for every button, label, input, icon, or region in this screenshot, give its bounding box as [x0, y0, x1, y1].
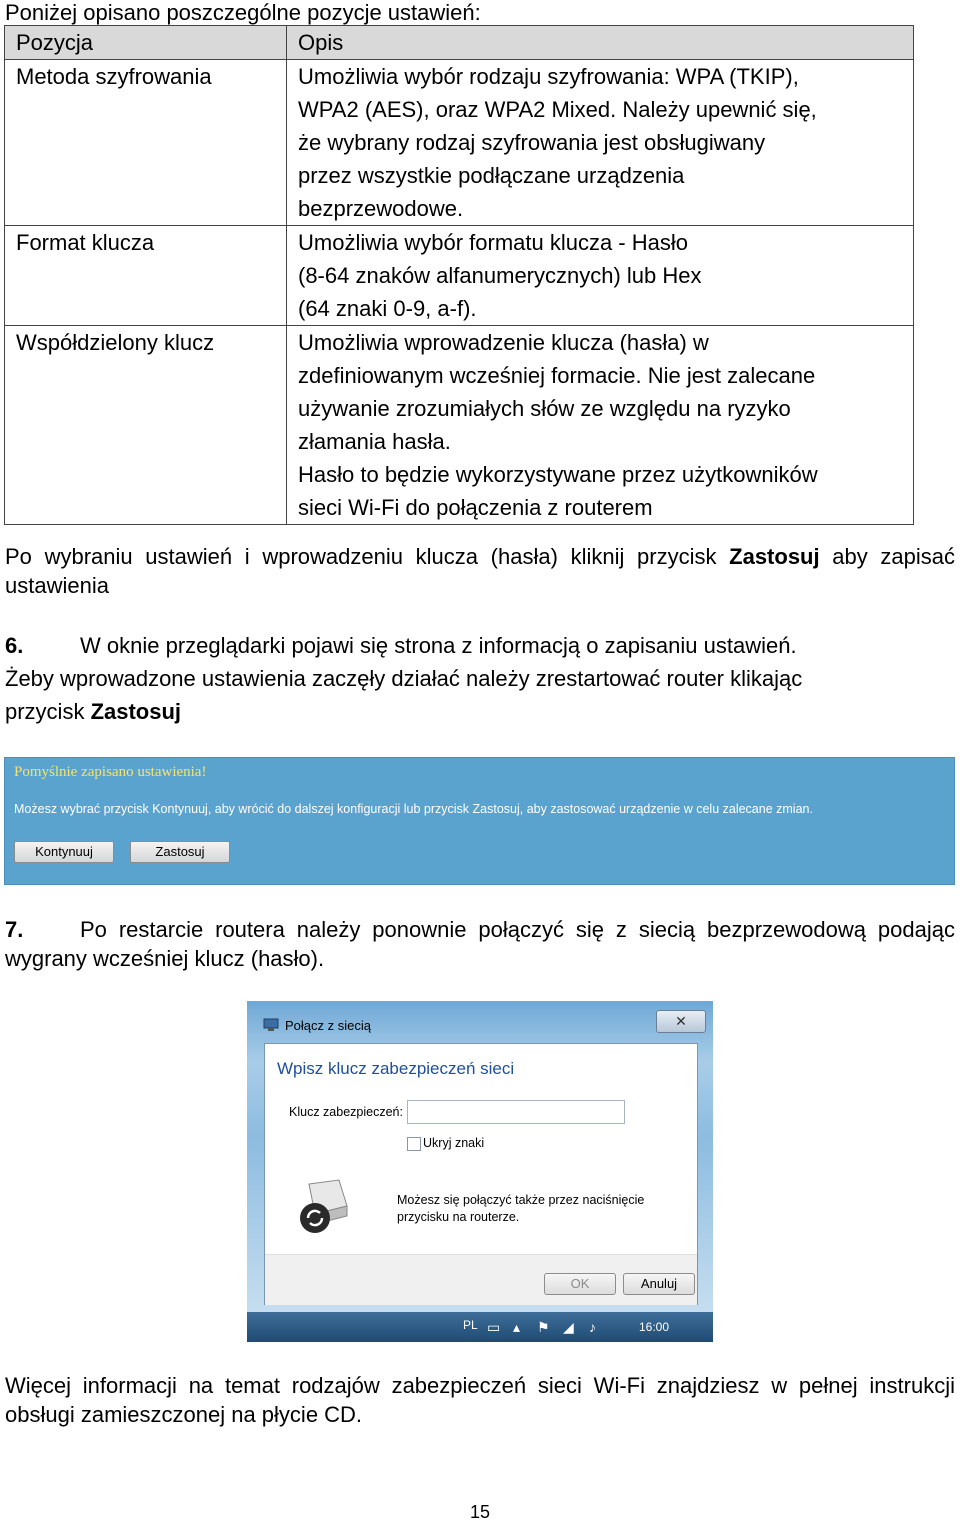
row-desc: [287, 326, 914, 525]
volume-icon[interactable]: ♪: [589, 1319, 596, 1335]
table-row: [5, 60, 914, 226]
keyboard-icon[interactable]: ▭: [487, 1319, 501, 1335]
step-number: 6.: [5, 633, 24, 658]
ok-button[interactable]: OK: [544, 1273, 616, 1295]
hide-characters-label: Ukryj znaki: [423, 1136, 485, 1150]
row-name: Metoda szyfrowania: [5, 60, 287, 226]
step-bold: Zastosuj: [90, 699, 182, 724]
desc-line: przez wszystkie podłączane urządzenia: [298, 163, 685, 188]
network-icon: [263, 1018, 279, 1032]
router-confirmation-panel: [4, 757, 955, 885]
close-button[interactable]: ✕: [656, 1010, 706, 1033]
desc-line: Hasło to będzie wykorzystywane przez użytkowników: [298, 462, 818, 487]
page-number: 15: [469, 1502, 491, 1522]
desc-line: (8-64 znaków alfanumerycznych) lub Hex: [298, 263, 702, 288]
wireless-network-icon[interactable]: ◢: [563, 1319, 574, 1335]
row-name: Format klucza: [5, 226, 287, 326]
table-row: [5, 226, 914, 326]
step-text: W oknie przeglądarki pojawi się strona z informacją o zapisaniu ustawień.: [80, 633, 797, 658]
key-input[interactable]: [407, 1100, 625, 1124]
action-center-flag-icon[interactable]: ⚑: [537, 1319, 550, 1335]
hide-characters-checkbox[interactable]: [407, 1137, 421, 1151]
dialog-footer: [265, 1254, 697, 1305]
row-name: Współdzielony klucz: [5, 326, 287, 525]
step-text: Po restarcie routera należy ponownie połączyć się z siecią bezprzewodową podając wygrany wcześniej klucz (hasło).: [5, 917, 955, 971]
language-indicator[interactable]: PL: [463, 1318, 478, 1332]
header-opis: Opis: [287, 26, 914, 60]
desc-line: że wybrany rodzaj szyfrowania jest obsługiwany: [298, 130, 766, 155]
step-number: 7.: [5, 917, 24, 942]
desc-line: (64 znaki 0-9, a-f).: [298, 296, 477, 321]
dialog-title: Połącz z siecią: [285, 1018, 371, 1033]
connect-dialog-screenshot: [247, 1001, 713, 1342]
table-header-row: [5, 26, 914, 60]
desc-line: Umożliwia wybór rodzaju szyfrowania: WPA (TKIP),: [298, 64, 799, 89]
desc-line: zdefiniowanym wcześniej formacie. Nie jest zalecane: [298, 363, 816, 388]
row-desc: [287, 60, 914, 226]
dialog-body: [264, 1043, 698, 1305]
apply-bold: Zastosuj: [729, 544, 820, 569]
desc-line: Umożliwia wprowadzenie klucza (hasła) w: [298, 330, 709, 355]
row-desc: [287, 226, 914, 326]
more-info-text: Więcej informacji na temat rodzajów zabezpieczeń sieci Wi-Fi znajdziesz w pełnej instrukcji obsługi zamieszczonej na płycie CD.: [5, 1373, 955, 1427]
key-label: Klucz zabezpieczeń:: [289, 1105, 403, 1119]
desc-line: bezprzewodowe.: [298, 196, 464, 221]
continue-button[interactable]: Kontynuuj: [14, 841, 114, 863]
step-text: przycisk: [5, 699, 91, 724]
desc-line: WPA2 (AES), oraz WPA2 Mixed. Należy upewnić się,: [298, 97, 817, 122]
apply-text: Po wybraniu ustawień i wprowadzeniu klucza (hasła) kliknij przycisk: [5, 544, 730, 569]
step-6: [5, 629, 955, 728]
step-text: Żeby wprowadzone ustawienia zaczęły działać należy zrestartować router klikając: [5, 666, 803, 691]
settings-table: [4, 25, 914, 525]
router-wps-icon: [295, 1176, 353, 1236]
wps-info-text: Możesz się połączyć także przez naciśnięcie przycisku na routerze.: [397, 1193, 645, 1224]
desc-line: używanie zrozumiałych słów ze względu na ryzyko: [298, 396, 791, 421]
desc-line: Umożliwia wybór formatu klucza - Hasło: [298, 230, 688, 255]
expand-tray-icon[interactable]: ▴: [513, 1319, 521, 1335]
cancel-button[interactable]: Anuluj: [623, 1273, 695, 1295]
info-message: Możesz wybrać przycisk Kontynuuj, aby wrócić do dalszej konfiguracji lub przycisk Zastosuj, aby zastosować urządzenie w celu zalecane zmian.: [14, 802, 813, 816]
success-message: Pomyślnie zapisano ustawienia!: [14, 764, 207, 780]
apply-instruction: [5, 542, 955, 600]
taskbar-clock: 16:00: [639, 1320, 670, 1334]
apply-text-end: aby zapisać ustawienia: [5, 544, 956, 598]
desc-line: złamania hasła.: [298, 429, 451, 454]
dialog-heading: Wpisz klucz zabezpieczeń sieci: [277, 1059, 515, 1078]
table-row: [5, 326, 914, 525]
apply-button[interactable]: Zastosuj: [130, 841, 230, 863]
desc-line: sieci Wi-Fi do połączenia z routerem: [298, 495, 653, 520]
step-7: [5, 915, 955, 973]
taskbar: [247, 1312, 713, 1342]
intro-text: Poniżej opisano poszczególne pozycje ustawień:: [5, 0, 481, 25]
header-pozycja: Pozycja: [5, 26, 287, 60]
